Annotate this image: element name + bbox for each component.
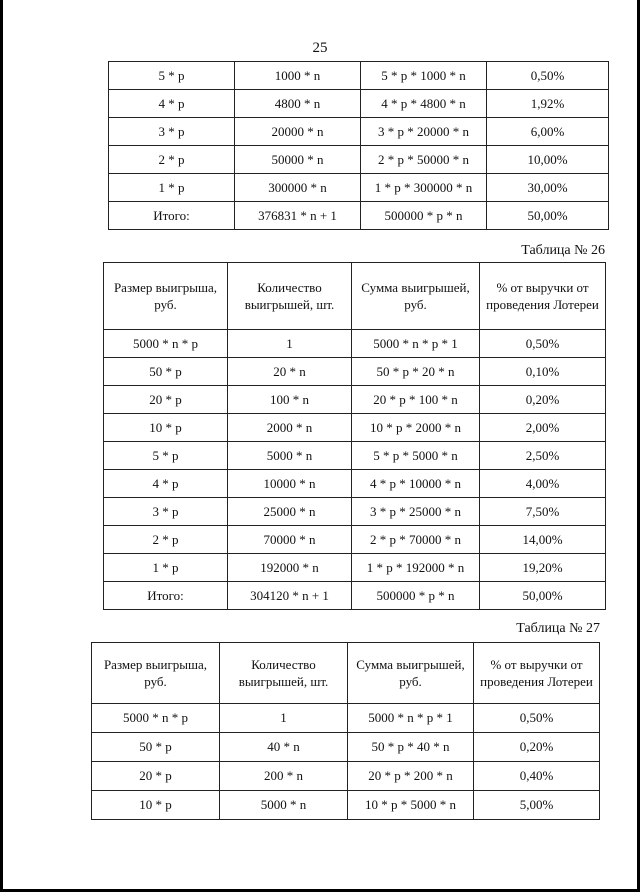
table-cell: 0,50% <box>474 704 600 733</box>
table-cell: 1 * р * 192000 * n <box>352 554 480 582</box>
table-cell: 192000 * n <box>228 554 352 582</box>
column-header: Размер выигрыша, руб. <box>92 643 220 704</box>
table-cell: 50 * р <box>104 358 228 386</box>
table-cell: 19,20% <box>480 554 606 582</box>
table-cell: 100 * n <box>228 386 352 414</box>
table-cell: 5000 * n * р * 1 <box>348 704 474 733</box>
table-cell: 50000 * n <box>235 146 361 174</box>
table-row <box>92 733 600 762</box>
table-cell: 1 * р <box>109 174 235 202</box>
table-cell: 5 * р * 5000 * n <box>352 442 480 470</box>
table-row <box>109 174 609 202</box>
table-cell: 500000 * р * n <box>352 582 480 610</box>
column-header: % от выручки от проведения Лотереи <box>474 643 600 704</box>
table-cell: 1 * р <box>104 554 228 582</box>
table-cell: 4 * р * 4800 * n <box>361 90 487 118</box>
table-cell: 500000 * р * n <box>361 202 487 230</box>
table-cell: 4800 * n <box>235 90 361 118</box>
table-cell: 10 * р <box>92 791 220 820</box>
table-cell: 0,50% <box>487 62 609 90</box>
table-row <box>104 330 606 358</box>
table-cell: 20000 * n <box>235 118 361 146</box>
table-cell: 50,00% <box>487 202 609 230</box>
table-row <box>92 762 600 791</box>
table-cell: 4 * р <box>109 90 235 118</box>
table-cell: 50 * р * 40 * n <box>348 733 474 762</box>
table-cell: 10 * р * 2000 * n <box>352 414 480 442</box>
table-cell: 5000 * n <box>220 791 348 820</box>
table-continued-body <box>109 62 609 230</box>
table-cell: 20 * р <box>104 386 228 414</box>
table-cell: 50 * р <box>92 733 220 762</box>
table-cell: 1,92% <box>487 90 609 118</box>
table-cell: 14,00% <box>480 526 606 554</box>
table-header-row <box>104 263 606 330</box>
table-cell: 0,20% <box>474 733 600 762</box>
table-cell: 5 * р <box>104 442 228 470</box>
table-cell: 5000 * n * р * 1 <box>352 330 480 358</box>
table-26-body <box>104 263 606 610</box>
table-cell: 2 * р <box>104 526 228 554</box>
table-cell: 0,20% <box>480 386 606 414</box>
table-header-row <box>92 643 600 704</box>
table-cell: 20 * р <box>92 762 220 791</box>
table-cell: 5 * р <box>109 62 235 90</box>
table-cell: 20 * р * 100 * n <box>352 386 480 414</box>
table-total-row <box>109 202 609 230</box>
table-row <box>92 704 600 733</box>
table-row <box>104 498 606 526</box>
table-cell: 40 * n <box>220 733 348 762</box>
table-continued <box>108 61 609 230</box>
table-row <box>109 90 609 118</box>
table-cell: 2000 * n <box>228 414 352 442</box>
table-cell: 4 * р <box>104 470 228 498</box>
table-row <box>104 358 606 386</box>
page-number: 25 <box>312 40 328 56</box>
table-cell: 200 * n <box>220 762 348 791</box>
table-row <box>104 526 606 554</box>
table-cell: 3 * р * 25000 * n <box>352 498 480 526</box>
table-cell: 1000 * n <box>235 62 361 90</box>
table-cell: 20 * n <box>228 358 352 386</box>
table-cell: 5000 * n * р <box>104 330 228 358</box>
table-row <box>104 414 606 442</box>
table-cell: 25000 * n <box>228 498 352 526</box>
table-cell: 4 * р * 10000 * n <box>352 470 480 498</box>
column-header: Сумма выигрышей, руб. <box>348 643 474 704</box>
table-cell: 300000 * n <box>235 174 361 202</box>
table-cell: 10000 * n <box>228 470 352 498</box>
table-cell: 50,00% <box>480 582 606 610</box>
column-header: % от выручки от проведения Лотереи <box>480 263 606 330</box>
table-cell: 0,10% <box>480 358 606 386</box>
column-header: Размер выигрыша, руб. <box>104 263 228 330</box>
table-cell: 5000 * n <box>228 442 352 470</box>
table-cell: 7,50% <box>480 498 606 526</box>
table-26-caption: Таблица № 26 <box>521 243 605 258</box>
table-cell: 3 * р * 20000 * n <box>361 118 487 146</box>
table-cell: 10 * р * 5000 * n <box>348 791 474 820</box>
table-cell: 376831 * n + 1 <box>235 202 361 230</box>
table-cell: 5000 * n * р <box>92 704 220 733</box>
table-cell: 3 * р <box>109 118 235 146</box>
table-row <box>104 386 606 414</box>
column-header: Количество выигрышей, шт. <box>220 643 348 704</box>
table-cell: 2 * р * 50000 * n <box>361 146 487 174</box>
table-cell: 2 * р <box>109 146 235 174</box>
table-cell: Итого: <box>109 202 235 230</box>
table-row <box>109 118 609 146</box>
table-cell: 5,00% <box>474 791 600 820</box>
table-cell: 3 * р <box>104 498 228 526</box>
table-27-body <box>92 643 600 820</box>
table-cell: 0,50% <box>480 330 606 358</box>
table-row <box>104 470 606 498</box>
table-cell: 10 * р <box>104 414 228 442</box>
table-cell: 2 * р * 70000 * n <box>352 526 480 554</box>
table-cell: 1 <box>228 330 352 358</box>
table-cell: 304120 * n + 1 <box>228 582 352 610</box>
table-row <box>104 554 606 582</box>
table-27 <box>91 642 600 820</box>
table-cell: 6,00% <box>487 118 609 146</box>
table-cell: 20 * р * 200 * n <box>348 762 474 791</box>
table-cell: 5 * р * 1000 * n <box>361 62 487 90</box>
table-cell: 70000 * n <box>228 526 352 554</box>
table-cell: Итого: <box>104 582 228 610</box>
table-27-caption: Таблица № 27 <box>516 621 600 636</box>
table-row <box>92 791 600 820</box>
table-cell: 30,00% <box>487 174 609 202</box>
column-header: Сумма выигрышей, руб. <box>352 263 480 330</box>
table-cell: 1 * р * 300000 * n <box>361 174 487 202</box>
table-cell: 10,00% <box>487 146 609 174</box>
table-cell: 4,00% <box>480 470 606 498</box>
table-total-row <box>104 582 606 610</box>
table-row <box>109 146 609 174</box>
table-row <box>104 442 606 470</box>
table-cell: 0,40% <box>474 762 600 791</box>
table-cell: 2,00% <box>480 414 606 442</box>
table-cell: 1 <box>220 704 348 733</box>
column-header: Количество выигрышей, шт. <box>228 263 352 330</box>
table-cell: 50 * р * 20 * n <box>352 358 480 386</box>
table-cell: 2,50% <box>480 442 606 470</box>
scan-edge-left <box>0 0 3 892</box>
table-row <box>109 62 609 90</box>
table-26 <box>103 262 606 610</box>
